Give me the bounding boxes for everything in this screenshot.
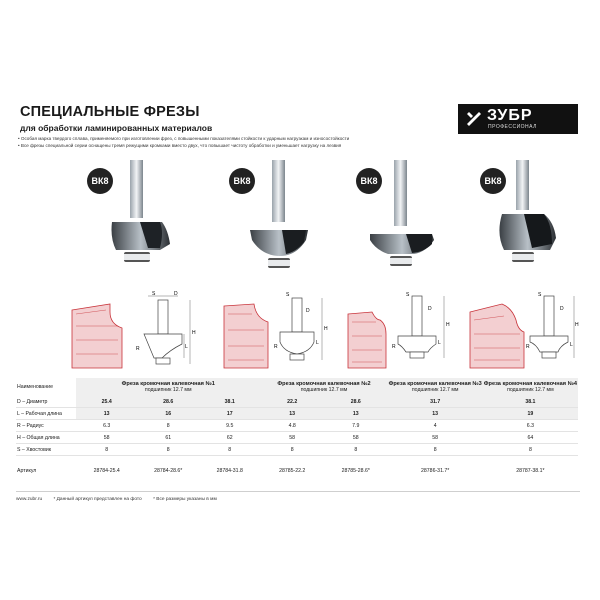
dimension-label-l: L xyxy=(570,342,573,348)
product-header-2: Фреза кромочная калевочная №2 подшипник 12.7 мм xyxy=(260,378,387,396)
footer xyxy=(16,497,586,502)
product-header-4: Фреза кромочная калевочная №4 подшипник 12.7 мм xyxy=(483,378,578,396)
dimension-label-s: S xyxy=(406,292,410,298)
table-row-article: Артикул 28784-25.4 28784-28.6* 28784-31.8 28785-22.2 28785-28.6* 28786-31.7* 28787-38.1* xyxy=(17,468,545,474)
dimension-label-h: H xyxy=(324,326,328,332)
specifications-table xyxy=(16,378,578,486)
table-row-length: L – Рабочая длина 13 16 17 13 13 13 19 xyxy=(16,408,578,420)
dimension-label-r: R xyxy=(136,346,140,352)
dimension-label-d: D xyxy=(306,308,310,314)
profile-diagram-3 xyxy=(346,290,456,378)
profile-diagram-2 xyxy=(222,290,332,378)
profile-diagram-4 xyxy=(468,290,580,378)
brand-logo xyxy=(458,104,578,134)
feature-list xyxy=(18,135,458,149)
product-header-1: Фреза кромочная калевочная №1 подшипник 12.7 мм xyxy=(76,378,260,396)
dimension-label-s: S xyxy=(152,291,156,297)
dimension-label-l: L xyxy=(185,344,188,350)
website-link[interactable]: www.zubr.ru xyxy=(16,497,43,502)
dimension-label-l: L xyxy=(316,340,319,346)
dimension-label-d: D xyxy=(174,291,178,297)
dimension-label-d: D xyxy=(428,306,432,312)
dimension-label-h: H xyxy=(446,322,450,328)
dimension-label-h: H xyxy=(575,322,579,328)
table-row-diameter: D – Диаметр 25.4 28.6 38.1 22.2 28.6 31.7 38.1 xyxy=(16,396,578,408)
brand-name: ЗУБР xyxy=(487,107,533,124)
dimension-label-h: H xyxy=(192,330,196,336)
dimension-label-s: S xyxy=(538,292,542,298)
dimension-label-d: D xyxy=(560,306,564,312)
wrench-logo-icon xyxy=(464,109,484,129)
table-row-shank: S – Хвостовик 8 8 8 8 8 8 8 xyxy=(16,444,578,456)
table-header-row xyxy=(16,378,578,396)
footnote-photo: * Данный артикул представлен на фото xyxy=(53,497,142,502)
dimension-label-r: R xyxy=(274,344,278,350)
dimension-label-l: L xyxy=(438,340,441,346)
footer-divider xyxy=(16,491,580,492)
carbide-grade-badge: ВК8 xyxy=(356,168,382,194)
page-title: СПЕЦИАЛЬНЫЕ ФРЕЗЫ xyxy=(20,104,200,120)
feature-item: • Все фрезы специальной серии оснащены тремя режущими кромками вместо двух, что повышает чистоту обработки и уменьшает нагрузку на лезвия xyxy=(18,143,342,148)
table-row-radius: R – Радиус 6.3 8 9.5 4.8 7.9 4 6.3 xyxy=(16,420,578,432)
profile-diagram-1 xyxy=(70,290,210,378)
row-label-name: Наименование xyxy=(17,384,53,390)
page-subtitle: для обработки ламинированных материалов xyxy=(20,123,213,133)
carbide-grade-badge: ВК8 xyxy=(480,168,506,194)
dimension-label-s: S xyxy=(286,292,290,298)
table-row-total-length: H – Общая длина 58 61 62 58 58 58 64 xyxy=(16,432,578,444)
feature-item: • Особая марка твердого сплава, применяемого при изготовлении фрез, с повышенными показателями стойкости к ударным нагрузкам и износостойкости xyxy=(18,136,350,141)
dimension-label-r: R xyxy=(392,344,396,350)
brand-tagline: ПРОФЕССИОНАЛ xyxy=(488,124,537,130)
dimension-label-r: R xyxy=(526,344,530,350)
carbide-grade-badge: ВК8 xyxy=(229,168,255,194)
product-header-3: Фреза кромочная калевочная №3 подшипник 12.7 мм xyxy=(388,378,483,396)
carbide-grade-badge: ВК8 xyxy=(87,168,113,194)
footnote-units: * Все размеры указаны в мм xyxy=(153,497,217,502)
